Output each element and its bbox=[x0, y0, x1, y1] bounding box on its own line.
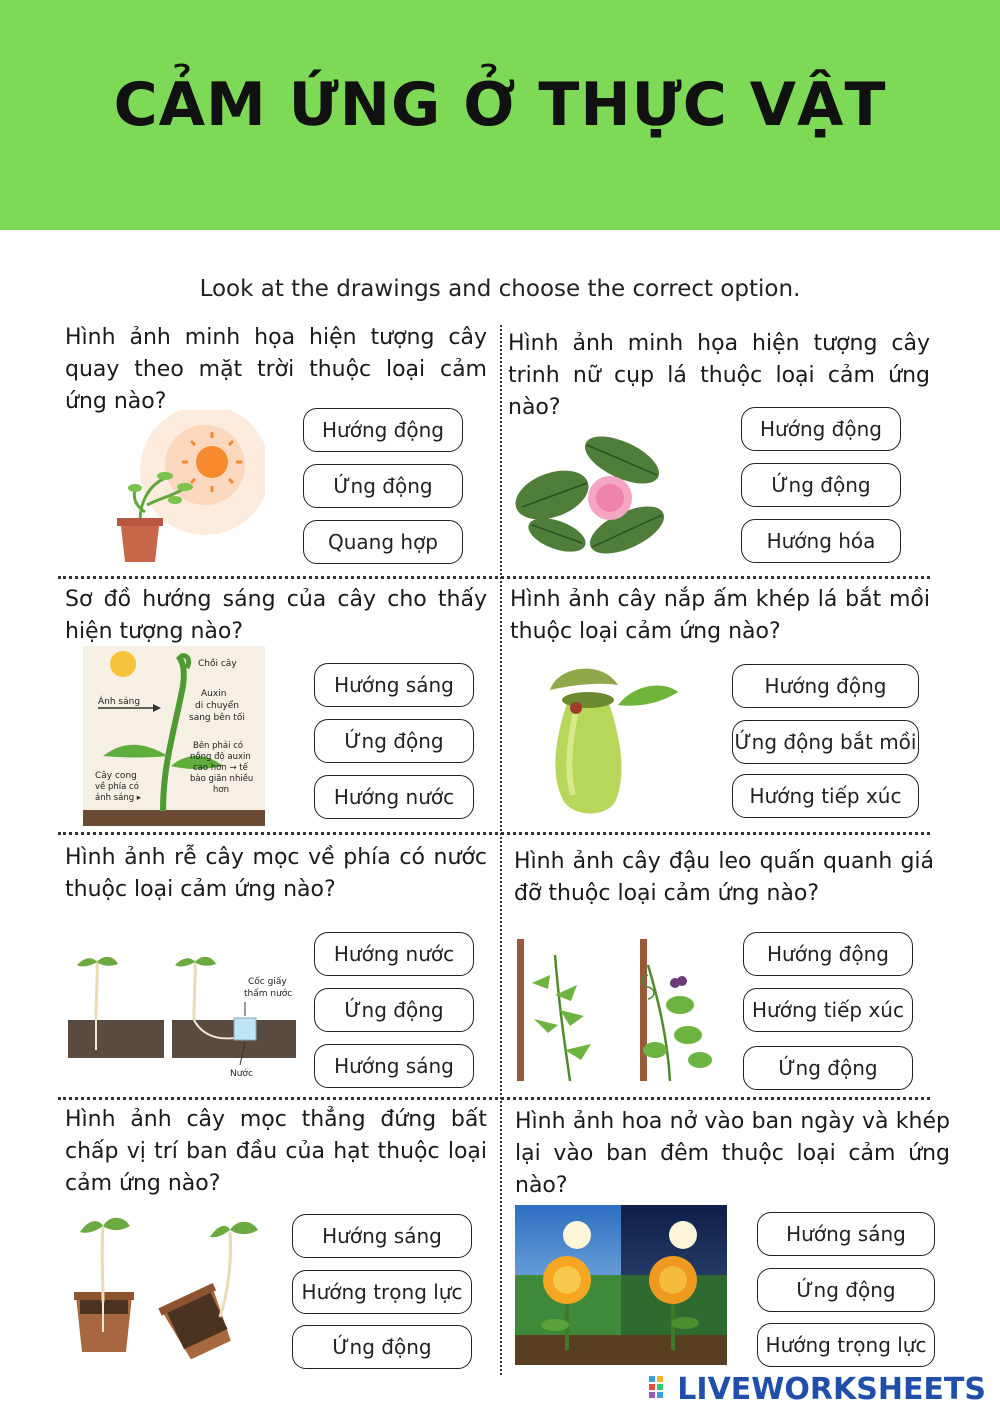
label-nuoc: Nước bbox=[230, 1069, 253, 1079]
label-auxin: sang bên tối bbox=[189, 713, 245, 723]
label-coc-giay: Cốc giấy bbox=[248, 977, 287, 987]
row-divider bbox=[58, 576, 930, 579]
q8-option-1[interactable]: Hướng sáng bbox=[757, 1212, 935, 1256]
q6-option-2[interactable]: Hướng tiếp xúc bbox=[743, 988, 913, 1032]
instruction-text: Look at the drawings and choose the correct option. bbox=[199, 276, 801, 302]
label-right-side: Bên phải có bbox=[193, 741, 244, 751]
phototropism-diagram bbox=[83, 646, 265, 826]
question-7-text: Hình ảnh cây mọc thẳng đứng bất chấp vị trí ban đầu của hạt thuộc loại cảm ứng nào? bbox=[65, 1107, 487, 1196]
label-coc-giay: thấm nước bbox=[244, 989, 293, 999]
q3-option-3[interactable]: Hướng nước bbox=[314, 775, 474, 819]
hydrotropism-image bbox=[62, 950, 302, 1080]
question-5-text: Hình ảnh rễ cây mọc về phía có nước thuộc loại cảm ứng nào? bbox=[65, 845, 487, 902]
q8-option-3[interactable]: Hướng trọng lực bbox=[757, 1323, 935, 1367]
q4-option-3[interactable]: Hướng tiếp xúc bbox=[732, 774, 919, 818]
question-6-text: Hình ảnh cây đậu leo quấn quanh giá đỡ thuộc loại cảm ứng nào? bbox=[514, 849, 934, 906]
mimosa-plant-image bbox=[512, 425, 692, 565]
question-4-text: Hình ảnh cây nắp ấm khép lá bắt mồi thuộc loại cảm ứng nào? bbox=[510, 587, 930, 644]
q5-option-1[interactable]: Hướng nước bbox=[314, 932, 474, 976]
label-auxin: di chuyển bbox=[195, 701, 239, 711]
q6-option-1[interactable]: Hướng động bbox=[743, 932, 913, 976]
q3-option-2[interactable]: Ứng động bbox=[314, 719, 474, 763]
question-1-text: Hình ảnh minh họa hiện tượng cây quay theo mặt trời thuộc loại cảm ứng nào? bbox=[65, 325, 487, 414]
label-anh-sang: Ánh sáng bbox=[98, 697, 141, 707]
label-choi-cay: Chồi cây bbox=[198, 659, 237, 669]
row-divider bbox=[58, 832, 930, 835]
q1-option-2[interactable]: Ứng động bbox=[303, 464, 463, 508]
q1-option-1[interactable]: Hướng động bbox=[303, 408, 463, 452]
flower-day-night-image bbox=[515, 1205, 727, 1365]
climbing-bean-image bbox=[510, 935, 730, 1083]
column-divider bbox=[500, 325, 502, 1375]
label-cay-cong: ánh sáng ▸ bbox=[95, 793, 142, 803]
q8-option-2[interactable]: Ứng động bbox=[757, 1268, 935, 1312]
q7-option-1[interactable]: Hướng sáng bbox=[292, 1214, 472, 1258]
page-title: CẢM ỨNG Ở THỰC VẬT bbox=[113, 70, 887, 140]
label-right-side: cao hơn → tế bbox=[193, 763, 248, 773]
question-8-text: Hình ảnh hoa nở vào ban ngày và khép lại vào ban đêm thuộc loại cảm ứng nào? bbox=[515, 1109, 950, 1198]
q6-option-3[interactable]: Ứng động bbox=[743, 1046, 913, 1090]
q2-option-3[interactable]: Hướng hóa bbox=[741, 519, 901, 563]
q3-option-1[interactable]: Hướng sáng bbox=[314, 663, 474, 707]
liveworksheets-logo-icon bbox=[649, 1376, 671, 1404]
liveworksheets-logo-text: LIVEWORKSHEETS bbox=[677, 1372, 986, 1407]
q4-option-2[interactable]: Ứng động bắt mồi bbox=[732, 720, 919, 764]
q2-option-2[interactable]: Ứng động bbox=[741, 463, 901, 507]
label-cay-cong: về phía có bbox=[95, 782, 139, 792]
label-auxin: Auxin bbox=[201, 689, 227, 699]
label-right-side: nồng độ auxin bbox=[190, 752, 251, 762]
label-cay-cong: Cây cong bbox=[95, 771, 137, 781]
q7-option-3[interactable]: Ứng động bbox=[292, 1325, 472, 1369]
q2-option-1[interactable]: Hướng động bbox=[741, 407, 901, 451]
liveworksheets-logo bbox=[649, 1372, 986, 1407]
label-right-side: hơn bbox=[213, 785, 229, 795]
label-right-side: bào giãn nhiều bbox=[190, 774, 254, 784]
question-3-text: Sơ đồ hướng sáng của cây cho thấy hiện tượng nào? bbox=[65, 587, 487, 644]
question-2-text: Hình ảnh minh họa hiện tượng cây trinh nữ cụp lá thuộc loại cảm ứng nào? bbox=[508, 331, 930, 420]
gravitropism-image bbox=[70, 1212, 280, 1362]
q1-option-3[interactable]: Quang hợp bbox=[303, 520, 463, 564]
q4-option-1[interactable]: Hướng động bbox=[732, 664, 919, 708]
plant-turning-to-sun-image bbox=[105, 410, 265, 570]
row-divider bbox=[58, 1097, 930, 1100]
q7-option-2[interactable]: Hướng trọng lực bbox=[292, 1270, 472, 1314]
pitcher-plant-image bbox=[548, 660, 688, 820]
q5-option-3[interactable]: Hướng sáng bbox=[314, 1044, 474, 1088]
q5-option-2[interactable]: Ứng động bbox=[314, 988, 474, 1032]
